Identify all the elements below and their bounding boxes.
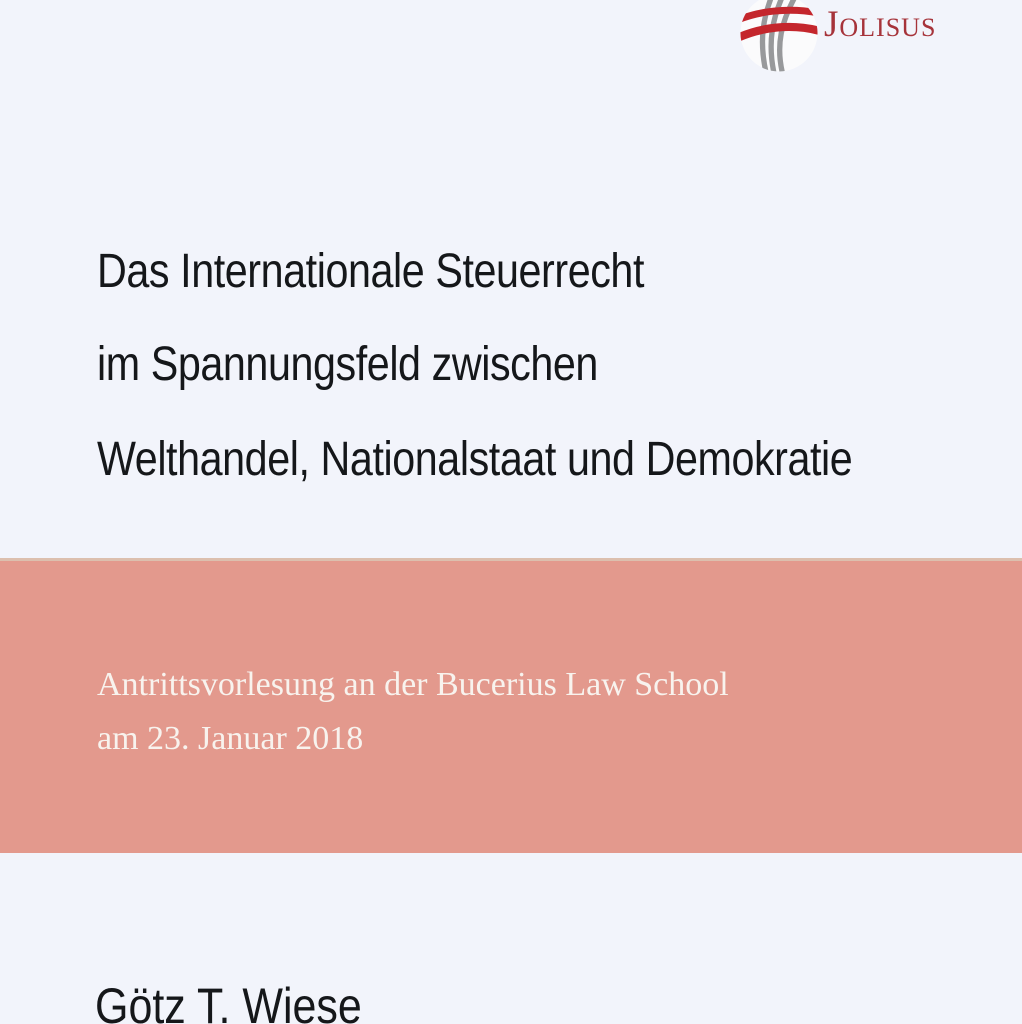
title-line-1: Das Internationale Steuerrecht	[97, 245, 645, 298]
subtitle-banner	[0, 558, 1022, 853]
brand-name: Jolisus	[824, 4, 937, 45]
author-name: Götz T. Wiese	[95, 978, 362, 1024]
title-line-2: im Spannungsfeld zwischen	[97, 338, 598, 391]
subtitle-line-2: am 23. Januar 2018	[97, 720, 364, 757]
title-line-3: Welthandel, Nationalstaat und Demokratie	[97, 433, 853, 486]
publisher-logo	[738, 0, 936, 74]
globe-ribbon-icon	[738, 0, 820, 74]
subtitle-line-1: Antrittsvorlesung an der Bucerius Law School	[97, 666, 729, 703]
